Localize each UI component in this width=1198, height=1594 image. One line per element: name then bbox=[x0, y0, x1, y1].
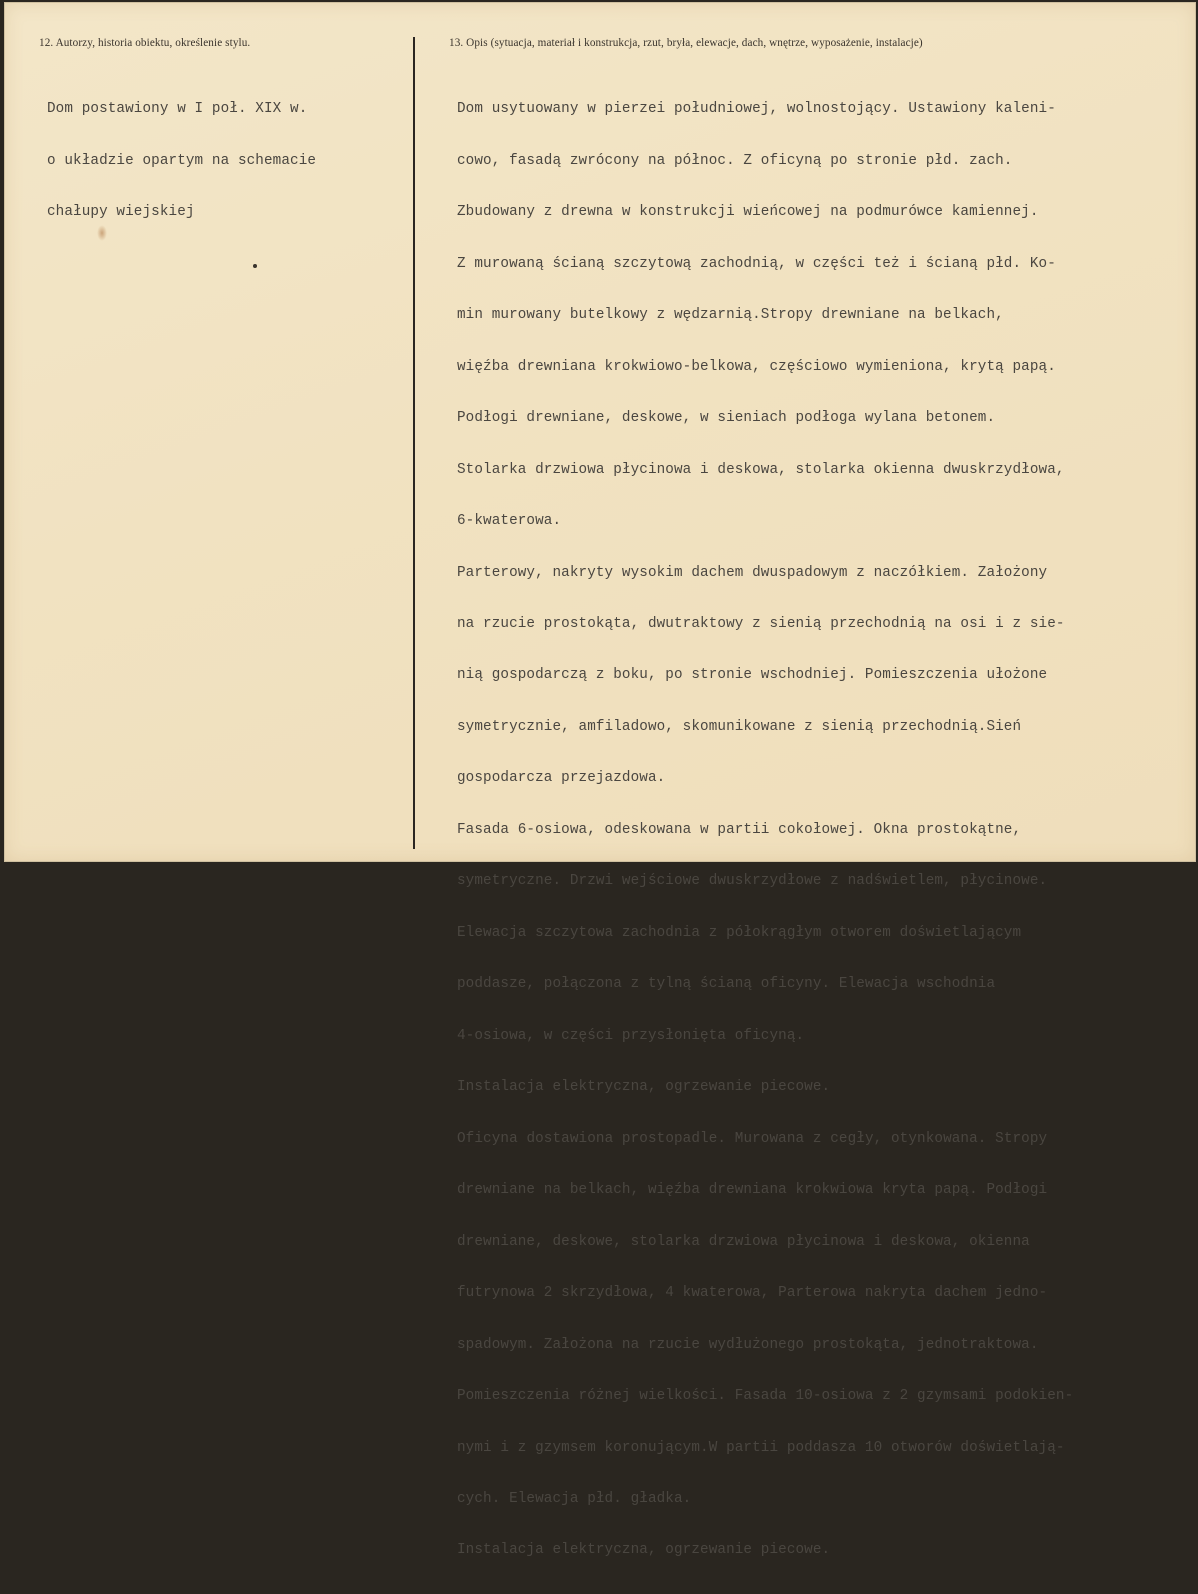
paper-dot bbox=[253, 264, 257, 268]
text-line: min murowany butelkowy z wędzarnią.Stropy drewniane na belkach, bbox=[457, 307, 1004, 324]
text-line: drewniane na belkach, więźba drewniana krokwiowa kryta papą. Podłogi bbox=[457, 1182, 1048, 1199]
text-line: Instalacja elektryczna, ogrzewanie piecowe. bbox=[457, 1079, 831, 1096]
text-line: 6-kwaterowa. bbox=[457, 513, 562, 530]
field-12-text bbox=[47, 67, 316, 256]
field-13-header: 13. Opis (sytuacja, materiał i konstrukcja, rzut, bryła, elewacje, dach, wnętrze, wyposażenie, instalacje) bbox=[449, 37, 923, 49]
text-line: nymi i z gzymsem koronującym.W partii poddasza 10 otworów doświetlają- bbox=[457, 1439, 1065, 1456]
text-line: poddasze, połączona z tylną ścianą oficyny. Elewacja wschodnia bbox=[457, 976, 996, 993]
text-line: 4-osiowa, w części przysłonięta oficyną. bbox=[457, 1027, 805, 1044]
text-line: Zbudowany z drewna w konstrukcji wieńcowej na podmurówce kamiennej. bbox=[457, 204, 1039, 221]
text-line: więźba drewniana krokwiowo-belkowa, częściowo wymieniona, krytą papą. bbox=[457, 358, 1056, 375]
text-line-rest: dostawiona prostopadle. Murowana z cegły, otynkowana. Stropy bbox=[526, 1130, 1048, 1147]
text-line: Fasada 6-osiowa, odeskowana w partii cokołowej. Okna prostokątne, bbox=[457, 821, 1022, 838]
text-line: chałupy wiejskiej bbox=[47, 204, 195, 221]
text-line: Stolarka drzwiowa płycinowa i deskowa, stolarka okienna dwuskrzydłowa, bbox=[457, 461, 1065, 478]
text-line: drewniane, deskowe, stolarka drzwiowa płycinowa i deskowa, okienna bbox=[457, 1233, 1030, 1250]
text-line: symetrycznie, amfiladowo, skomunikowane z sienią przechodnią.Sień bbox=[457, 718, 1022, 735]
text-line: symetryczne. Drzwi wejściowe dwuskrzydłowe z nadświetlem, płycinowe. bbox=[457, 873, 1048, 890]
oficyna-underlined-word: Oficyna bbox=[457, 1130, 518, 1147]
field-13-text bbox=[457, 67, 1073, 1594]
text-line: na rzucie prostokąta, dwutraktowy z sienią przechodnią na osi i z sie- bbox=[457, 616, 1065, 632]
field-12-header: 12. Autorzy, historia obiektu, określenie stylu. bbox=[39, 37, 251, 49]
text-line: nią gospodarczą z boku, po stronie wschodniej. Pomieszczenia ułożone bbox=[457, 667, 1048, 684]
text-line: Pomieszczenia różnej wielkości. Fasada 10-osiowa z 2 gzymsami podokien- bbox=[457, 1388, 1074, 1405]
text-line: spadowym. Założona na rzucie wydłużonego prostokąta, jednotraktowa. bbox=[457, 1336, 1039, 1353]
text-line: Instalacja elektryczna, ogrzewanie piecowe. bbox=[457, 1542, 831, 1559]
text-line: cowo, fasadą zwrócony na północ. Z oficyną po stronie płd. zach. bbox=[457, 152, 1013, 169]
text-line: cych. Elewacja płd. gładka. bbox=[457, 1490, 692, 1507]
text-line: Podłogi drewniane, deskowe, w sieniach podłoga wylana betonem. bbox=[457, 410, 996, 427]
text-line: Dom postawiony w I poł. XIX w. bbox=[47, 101, 308, 118]
column-divider bbox=[413, 37, 415, 849]
record-card bbox=[4, 2, 1196, 1559]
text-line: Dom usytuowany w pierzei południowej, wolnostojący. Ustawiony kaleni- bbox=[457, 101, 1056, 118]
text-line: gospodarcza przejazdowa. bbox=[457, 770, 666, 787]
text-line: Z murowaną ścianą szczytową zachodnią, w części też i ścianą płd. Ko- bbox=[457, 255, 1056, 272]
text-line: o układzie opartym na schemacie bbox=[47, 152, 317, 169]
text-line: Elewacja szczytowa zachodnia z półokrągłym otworem doświetlającym bbox=[457, 924, 1022, 941]
text-line-oficyna bbox=[457, 1131, 1073, 1148]
text-line: futrynowa 2 skrzydłowa, 4 kwaterowa, Parterowa nakryta dachem jedno- bbox=[457, 1285, 1048, 1302]
text-line: Parterowy, nakryty wysokim dachem dwuspadowym z naczółkiem. Założony bbox=[457, 564, 1048, 581]
